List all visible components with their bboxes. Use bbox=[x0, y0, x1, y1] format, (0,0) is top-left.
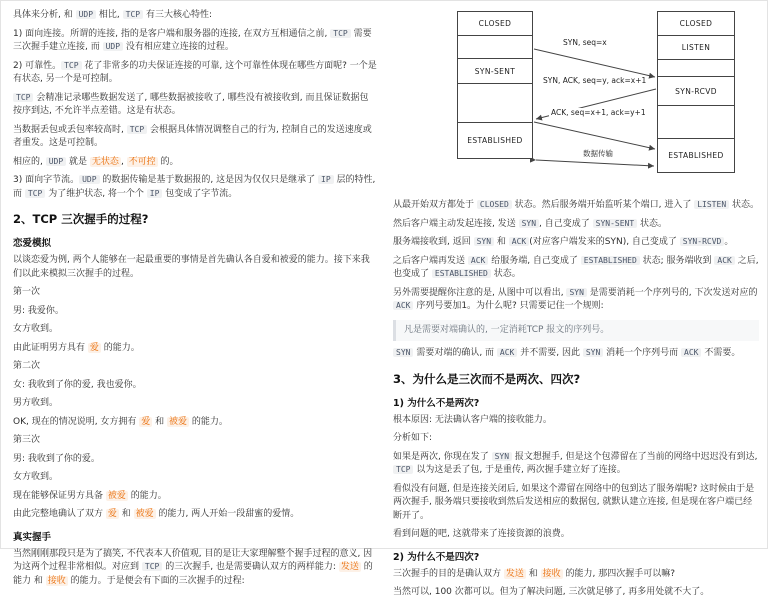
text-segment: 需要对端的确认, 而 bbox=[413, 348, 497, 358]
text-segment: 第二次 bbox=[13, 361, 41, 371]
paragraph bbox=[13, 360, 377, 374]
text-segment: 并不需要, 因此 bbox=[517, 348, 583, 358]
right-text bbox=[393, 199, 759, 600]
inline-code: ACK bbox=[468, 256, 488, 265]
text-segment: 2、TCP 三次握手的过程? bbox=[13, 212, 149, 226]
syn-arrow bbox=[534, 49, 655, 77]
text-segment: 凡是需要对端确认的, 一定消耗TCP 报文的序列号。 bbox=[404, 324, 610, 335]
text-segment: 为了维护状态, 将一个个 bbox=[45, 188, 147, 199]
inline-code: SYN bbox=[519, 219, 539, 228]
text-segment: 以为这是丢了包, 于是重传, 两次握手建立好了连接。 bbox=[413, 465, 626, 475]
paragraph bbox=[393, 528, 759, 542]
subheading bbox=[13, 235, 377, 249]
inline-code: UDP bbox=[79, 175, 99, 184]
paragraph bbox=[13, 453, 377, 467]
text-segment: 2) 可靠性。 bbox=[13, 60, 62, 71]
highlight-text: 接收 bbox=[542, 568, 561, 579]
text-segment: 3) 面向字节流。 bbox=[13, 175, 80, 185]
text-segment: 的。 bbox=[157, 156, 179, 167]
text-segment: 的三次握手, 也是需要确认双方的两样能力: bbox=[162, 562, 339, 572]
text-segment: 的能力 和 bbox=[13, 562, 373, 586]
text-segment: 状态。 bbox=[637, 218, 668, 229]
text-segment: 是需要消耗一个序列号的, 下次发送对应的 bbox=[586, 287, 758, 298]
server-state-closed: CLOSED bbox=[658, 12, 734, 36]
text-segment: 1) 面向连接。所谓的连接, 指的是客户端和服务器的连接, 在双方互相通信之前, bbox=[13, 28, 331, 39]
subheading bbox=[393, 395, 759, 409]
inline-code: IP bbox=[147, 189, 163, 198]
text-segment: 由此证明男方具有 bbox=[13, 342, 88, 353]
inline-code: TCP bbox=[61, 61, 81, 70]
text-segment: 状态。 bbox=[729, 200, 760, 210]
text-segment: 相比, bbox=[96, 10, 123, 20]
text-segment: 真实握手 bbox=[13, 531, 52, 543]
paragraph bbox=[13, 397, 377, 411]
ack-arrow-label: ACK, seq=x+1, ack=y+1 bbox=[551, 108, 646, 117]
paragraph bbox=[13, 508, 377, 522]
section-heading bbox=[393, 371, 759, 387]
inline-code: SYN bbox=[474, 237, 494, 246]
text-segment: 有三大核心特性: bbox=[143, 10, 212, 20]
paragraph bbox=[13, 490, 377, 504]
paragraph bbox=[393, 287, 759, 314]
text-segment: 没有相应建立连接的过程。 bbox=[123, 42, 234, 52]
paragraph bbox=[13, 416, 377, 430]
text-segment: 和 bbox=[525, 568, 541, 579]
text-segment: 看到问题的吧, 这就带来了连接资源的浪费。 bbox=[393, 529, 570, 539]
highlight-text: 发送 bbox=[340, 562, 359, 572]
text-segment: 花了非常多的功夫保证连接的可靠, 这个可靠性体现在哪些方面呢? 一个是有状态, 另一个是可控制。 bbox=[13, 60, 377, 84]
server-state-listen: LISTEN bbox=[658, 36, 734, 60]
highlight-text: 被爱 bbox=[169, 416, 188, 427]
text-segment: , 自己变成了 bbox=[539, 218, 593, 229]
server-state-established: ESTABLISHED bbox=[658, 138, 734, 172]
text-segment: 然后客户端主动发起连接, 发送 bbox=[393, 218, 519, 229]
client-state-closed: CLOSED bbox=[458, 12, 532, 36]
inline-code: ACK bbox=[714, 256, 734, 265]
text-segment: 以谈恋爱为例, 两个人能够在一起最重要的事情是首先确认各自爱和被爱的能力。接下来我们以此来模拟三次握手的过程。 bbox=[13, 255, 370, 279]
text-segment: 1) 为什么不是两次? bbox=[393, 397, 480, 409]
text-segment: 的能力。 bbox=[189, 416, 228, 427]
text-segment: 服务端接收到, 返回 bbox=[393, 237, 474, 247]
text-segment: 现在能够保证男方具备 bbox=[13, 490, 106, 501]
syn-ack-arrow-label: SYN, ACK, seq=y, ack=x+1 bbox=[543, 76, 647, 85]
text-segment: 具体来分析, 和 bbox=[13, 10, 76, 20]
highlight-text: 爱 bbox=[141, 416, 151, 427]
syn-arrow-label: SYN, seq=x bbox=[563, 38, 607, 47]
paragraph bbox=[393, 199, 759, 213]
text-segment: 会根据具体情况调整自己的行为, 控制自己的发送速度或者重发。这是可控制。 bbox=[13, 124, 372, 148]
inline-code: TCP bbox=[142, 562, 162, 571]
paragraph bbox=[13, 254, 377, 281]
inline-code: SYN bbox=[583, 348, 603, 357]
inline-code: UDP bbox=[76, 10, 96, 19]
text-segment: 如果是两次, 你现在发了 bbox=[393, 451, 492, 462]
text-segment: 相应的, bbox=[13, 156, 46, 167]
paragraph bbox=[13, 156, 377, 170]
inline-code: ESTABLISHED bbox=[581, 256, 640, 265]
inline-code: SYN-RCVD bbox=[680, 237, 725, 246]
paragraph bbox=[393, 255, 759, 282]
text-segment: 女方收到。 bbox=[13, 324, 59, 334]
inline-code: TCP bbox=[330, 29, 350, 38]
paragraph bbox=[393, 432, 759, 446]
paragraph bbox=[393, 236, 759, 250]
text-segment: 就是 bbox=[66, 156, 90, 167]
inline-code: UDP bbox=[46, 157, 66, 166]
text-segment: 3、为什么是三次而不是两次、四次? bbox=[393, 371, 581, 386]
text-segment: 需要三次握手建立连接, 而 bbox=[13, 28, 372, 52]
text-segment: 和 bbox=[152, 416, 168, 427]
text-segment: 层的特性, 而 bbox=[13, 175, 376, 199]
text-segment: 状态。 bbox=[490, 269, 521, 279]
text-segment: 报文想握手, 但是这个包滞留在了当前的网络中迟迟没有到达, bbox=[512, 451, 758, 462]
client-state-syn-sent: SYN-SENT bbox=[458, 58, 532, 84]
text-segment: 的能力。 bbox=[100, 342, 140, 353]
inline-code: TCP bbox=[13, 93, 33, 102]
paragraph bbox=[393, 586, 759, 600]
inline-code: ACK bbox=[393, 301, 413, 310]
inline-code: LISTEN bbox=[694, 200, 729, 209]
text-segment: 由此完整地确认了双方 bbox=[13, 509, 106, 519]
highlight-text: 发送 bbox=[505, 568, 524, 579]
text-segment: , bbox=[120, 156, 127, 167]
subheading bbox=[13, 529, 377, 543]
highlight-text: 爱 bbox=[89, 342, 99, 353]
highlight-text: 被爱 bbox=[107, 490, 126, 501]
text-segment: 分析如下: bbox=[393, 433, 433, 443]
section-heading bbox=[13, 211, 377, 227]
text-segment: 当然刚刚那段只是为了搞笑, 不代表本人价值观, 目的是让大家理解整个握手过程的意义, 因为这两个过程非常相似。对应到 bbox=[13, 548, 373, 572]
inline-code: TCP bbox=[123, 10, 143, 19]
inline-code: ACK bbox=[681, 348, 701, 357]
paragraph bbox=[13, 471, 377, 485]
text-segment: 包变成了字节流。 bbox=[162, 188, 238, 199]
paragraph bbox=[13, 9, 377, 23]
client-state-box bbox=[457, 11, 533, 159]
text-segment: 当然可以, 100 次都可以。但为了解决问题, 三次就足够了, 再多用处就不大了。 bbox=[393, 587, 710, 597]
paragraph bbox=[13, 174, 377, 201]
text-segment: 男方收到。 bbox=[13, 398, 59, 408]
paragraph bbox=[393, 414, 759, 428]
text-segment: 状态。然后服务端开始监听某个端口, 进入了 bbox=[511, 200, 695, 210]
inline-code: ACK bbox=[509, 237, 529, 246]
text-segment: 另外需要提醒你注意的是, 从图中可以看出, bbox=[393, 287, 567, 298]
text-segment: 三次握手的目的是确认双方 bbox=[393, 568, 504, 579]
inline-code: TCP bbox=[127, 125, 147, 134]
highlight-text: 无状态 bbox=[91, 156, 119, 167]
tcp-handshake-diagram bbox=[393, 9, 759, 193]
text-segment: 的能力。 bbox=[127, 490, 167, 501]
inline-code: ACK bbox=[497, 348, 517, 357]
inline-code: CLOSED bbox=[477, 200, 512, 209]
text-segment: 男: 我收到了你的爱。 bbox=[13, 453, 100, 464]
text-segment: 会精准记录哪些数据发送了, 哪些数据被接收了, 哪些没有被接收到, 而且保证数据包按序到达, 不允许半点差错。这是有状态。 bbox=[13, 92, 369, 116]
data-transfer-arrow bbox=[536, 160, 654, 166]
text-segment: 之后, 也变成了 bbox=[393, 255, 759, 279]
paragraph bbox=[13, 92, 377, 119]
text-segment: 消耗一个序列号而 bbox=[603, 348, 681, 358]
text-segment: 。 bbox=[724, 237, 734, 247]
text-segment: 女方收到。 bbox=[13, 472, 59, 482]
ack-arrow bbox=[534, 122, 655, 149]
paragraph bbox=[13, 548, 377, 589]
text-segment: 的能力, 那四次握手可以嘛? bbox=[562, 568, 676, 579]
paragraph bbox=[393, 568, 759, 582]
text-segment: 状态; 服务端收到 bbox=[639, 255, 715, 266]
paragraph bbox=[13, 379, 377, 393]
text-segment: 不需要。 bbox=[701, 348, 741, 358]
text-segment: 和 bbox=[118, 509, 134, 519]
highlight-text: 接收 bbox=[47, 575, 66, 586]
paragraph bbox=[393, 451, 759, 478]
text-segment: 根本原因: 无法确认客户端的接收能力。 bbox=[393, 414, 552, 425]
paragraph bbox=[13, 60, 377, 87]
paragraph bbox=[13, 305, 377, 319]
inline-code: SYN-SENT bbox=[593, 219, 638, 228]
text-segment: 从最开始双方都处于 bbox=[393, 200, 477, 210]
paragraph bbox=[13, 286, 377, 300]
inline-code: SYN bbox=[566, 288, 586, 297]
paragraph bbox=[393, 483, 759, 524]
blockquote bbox=[393, 320, 759, 342]
text-segment: 和 bbox=[494, 237, 509, 247]
text-segment: 男: 我爱你。 bbox=[13, 305, 64, 316]
inline-code: SYN bbox=[492, 452, 512, 461]
text-segment: 第三次 bbox=[13, 435, 41, 445]
data-transfer-arrow-label: 数据传输 bbox=[583, 149, 613, 158]
paragraph bbox=[13, 342, 377, 356]
text-segment: 看似没有问题, 但是连接关闭后, 如果这个滞留在网络中的包到达了服务端呢? 这时候由于是两次握手, 服务端只要接收到然后发送相应的数据包, 就默认建立连接, 但是现在客户端已经断开了。 bbox=[393, 483, 755, 521]
paragraph bbox=[13, 434, 377, 448]
text-segment: 当数据丢包或丢包率较高时, bbox=[13, 124, 127, 135]
text-segment: 恋爱模拟 bbox=[13, 238, 52, 249]
paragraph bbox=[393, 347, 759, 361]
text-segment: 给服务端, 自己变成了 bbox=[488, 255, 581, 266]
inline-code: SYN bbox=[393, 348, 413, 357]
text-segment: 的数据传输是基于数据报的, 这是因为仅仅只是继承了 bbox=[99, 175, 319, 185]
highlight-text: 被爱 bbox=[135, 509, 154, 519]
text-segment: 女: 我收到了你的爱, 我也爱你。 bbox=[13, 379, 142, 390]
server-state-box bbox=[657, 11, 735, 173]
client-state-established: ESTABLISHED bbox=[458, 122, 532, 158]
highlight-text: 爱 bbox=[107, 509, 117, 519]
highlight-text: 不可控 bbox=[128, 156, 156, 167]
inline-code: ESTABLISHED bbox=[432, 269, 491, 278]
paragraph bbox=[13, 28, 377, 55]
text-segment: 之后客户端再发送 bbox=[393, 255, 468, 266]
paragraph bbox=[13, 124, 377, 151]
inline-code: UDP bbox=[103, 42, 123, 51]
text-segment: 序列号要加1。为什么呢? 只需要记住一个规则: bbox=[413, 301, 604, 311]
left-column bbox=[13, 9, 377, 586]
text-segment: 2) 为什么不是四次? bbox=[393, 551, 480, 563]
server-state-syn-rcvd: SYN-RCVD bbox=[658, 76, 734, 106]
text-segment: 的能力, 两人开始一段甜蜜的爱情。 bbox=[155, 509, 300, 519]
text-segment: 的能力。于是便会有下面的三次握手的过程: bbox=[67, 575, 245, 586]
text-segment: 第一次 bbox=[13, 287, 41, 297]
text-segment: OK, 现在的情况说明, 女方拥有 bbox=[13, 416, 140, 427]
text-segment: (对应客户端发来的SYN), 自己变成了 bbox=[529, 237, 680, 247]
inline-code: TCP bbox=[393, 465, 413, 474]
paragraph bbox=[13, 323, 377, 337]
inline-code: TCP bbox=[25, 189, 45, 198]
subheading bbox=[393, 549, 759, 563]
right-column bbox=[393, 9, 760, 597]
paragraph bbox=[393, 218, 759, 232]
inline-code: IP bbox=[318, 175, 334, 184]
